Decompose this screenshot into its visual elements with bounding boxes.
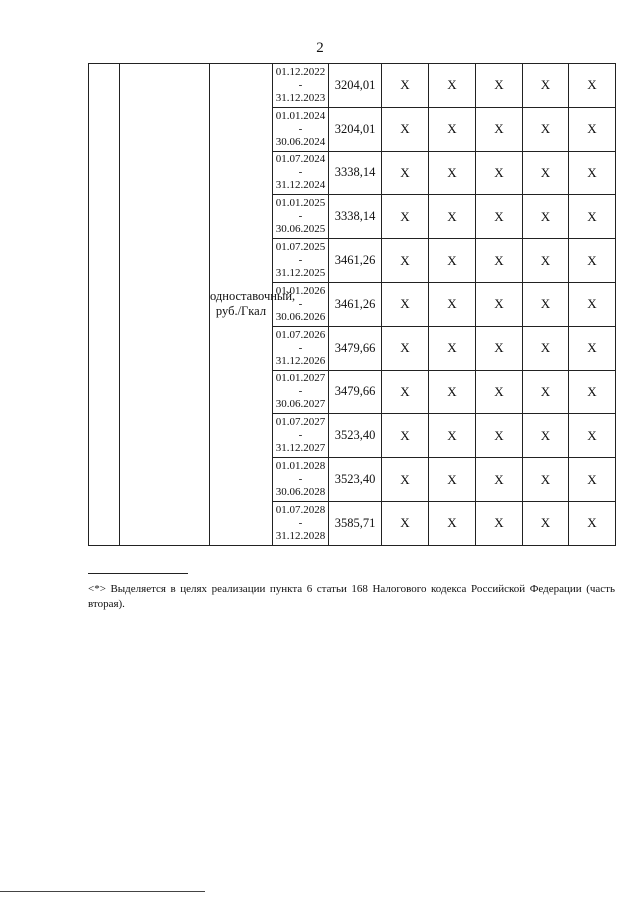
empty-cell-name [120, 64, 210, 546]
period-end: 30.06.2028 [275, 486, 326, 499]
x-mark-cell: X [429, 239, 476, 283]
x-mark-cell: X [382, 107, 429, 151]
period-start: 01.01.2026 [275, 284, 326, 297]
x-mark-cell: X [429, 414, 476, 458]
period-sep: - [298, 297, 303, 310]
period-cell [273, 501, 329, 545]
x-mark-cell: X [523, 501, 569, 545]
table-row [89, 64, 616, 108]
x-mark-cell: X [382, 414, 429, 458]
period-end: 31.12.2024 [275, 179, 326, 192]
x-mark-cell: X [429, 501, 476, 545]
period-end: 30.06.2025 [275, 223, 326, 236]
x-mark-cell: X [382, 458, 429, 502]
tariff-value-cell: 3338,14 [329, 151, 382, 195]
x-mark-cell: X [569, 151, 616, 195]
period-cell [273, 195, 329, 239]
x-mark-cell: X [382, 151, 429, 195]
x-mark-cell: X [523, 414, 569, 458]
period-end: 31.12.2028 [275, 529, 326, 542]
period-end: 31.12.2025 [275, 267, 326, 280]
period-sep: - [298, 341, 303, 354]
period-sep: - [298, 166, 303, 179]
tariff-value-cell: 3479,66 [329, 370, 382, 414]
x-mark-cell: X [569, 64, 616, 108]
period-sep: - [298, 210, 303, 223]
period-sep: - [298, 122, 303, 135]
period-cell [273, 239, 329, 283]
period-end: 30.06.2024 [275, 135, 326, 148]
period-start: 01.07.2027 [275, 416, 326, 429]
x-mark-cell: X [476, 414, 523, 458]
x-mark-cell: X [569, 107, 616, 151]
empty-cell-number [89, 64, 120, 546]
period-end: 31.12.2026 [275, 354, 326, 367]
period-sep: - [298, 254, 303, 267]
x-mark-cell: X [382, 501, 429, 545]
period-start: 01.12.2022 [275, 65, 326, 78]
tariff-value-cell: 3338,14 [329, 195, 382, 239]
x-mark-cell: X [523, 326, 569, 370]
period-start: 01.01.2028 [275, 460, 326, 473]
x-mark-cell: X [569, 501, 616, 545]
period-start: 01.07.2026 [275, 328, 326, 341]
period-cell [273, 458, 329, 502]
period-cell [273, 326, 329, 370]
period-start: 01.01.2024 [275, 109, 326, 122]
tariff-value-cell: 3461,26 [329, 282, 382, 326]
x-mark-cell: X [523, 458, 569, 502]
x-mark-cell: X [429, 370, 476, 414]
period-cell [273, 414, 329, 458]
x-mark-cell: X [523, 239, 569, 283]
x-mark-cell: X [429, 64, 476, 108]
x-mark-cell: X [429, 326, 476, 370]
x-mark-cell: X [523, 282, 569, 326]
x-mark-cell: X [569, 458, 616, 502]
x-mark-cell: X [429, 282, 476, 326]
x-mark-cell: X [382, 282, 429, 326]
tariff-value-cell: 3585,71 [329, 501, 382, 545]
x-mark-cell: X [569, 326, 616, 370]
x-mark-cell: X [523, 64, 569, 108]
period-sep: - [298, 385, 303, 398]
tariff-value-cell: 3523,40 [329, 414, 382, 458]
x-mark-cell: X [429, 458, 476, 502]
x-mark-cell: X [476, 282, 523, 326]
period-start: 01.07.2025 [275, 241, 326, 254]
x-mark-cell: X [429, 107, 476, 151]
x-mark-cell: X [382, 326, 429, 370]
period-cell [273, 282, 329, 326]
x-mark-cell: X [569, 282, 616, 326]
x-mark-cell: X [476, 326, 523, 370]
period-cell [273, 370, 329, 414]
period-cell [273, 151, 329, 195]
tariff-value-cell: 3523,40 [329, 458, 382, 502]
period-cell [273, 64, 329, 108]
tariff-table [88, 63, 616, 546]
footnote-divider [88, 573, 188, 574]
x-mark-cell: X [476, 458, 523, 502]
period-sep: - [298, 78, 303, 91]
footnote: <*> Выделяется в целях реализации пункта 6 статьи 168 Налогового кодекса Российской Федерации (часть вторая). [88, 583, 615, 610]
x-mark-cell: X [476, 195, 523, 239]
period-start: 01.07.2028 [275, 503, 326, 516]
x-mark-cell: X [523, 195, 569, 239]
tariff-value-cell: 3479,66 [329, 326, 382, 370]
x-mark-cell: X [523, 370, 569, 414]
x-mark-cell: X [569, 239, 616, 283]
tariff-unit-cell: одноставочный, руб./Гкал [210, 64, 273, 546]
x-mark-cell: X [476, 64, 523, 108]
x-mark-cell: X [382, 64, 429, 108]
tariff-value-cell: 3204,01 [329, 107, 382, 151]
x-mark-cell: X [476, 370, 523, 414]
period-cell [273, 107, 329, 151]
period-sep: - [298, 473, 303, 486]
x-mark-cell: X [523, 151, 569, 195]
x-mark-cell: X [429, 195, 476, 239]
period-start: 01.01.2027 [275, 372, 326, 385]
x-mark-cell: X [382, 370, 429, 414]
x-mark-cell: X [569, 370, 616, 414]
period-start: 01.07.2024 [275, 153, 326, 166]
period-end: 30.06.2027 [275, 398, 326, 411]
x-mark-cell: X [476, 501, 523, 545]
tariff-value-cell: 3204,01 [329, 64, 382, 108]
period-start: 01.01.2025 [275, 197, 326, 210]
bottom-divider [0, 891, 205, 892]
period-sep: - [298, 429, 303, 442]
page-number: 2 [316, 40, 324, 56]
period-end: 30.06.2026 [275, 310, 326, 323]
x-mark-cell: X [429, 151, 476, 195]
period-sep: - [298, 516, 303, 529]
period-end: 31.12.2023 [275, 91, 326, 104]
x-mark-cell: X [476, 107, 523, 151]
tariff-value-cell: 3461,26 [329, 239, 382, 283]
x-mark-cell: X [476, 239, 523, 283]
x-mark-cell: X [382, 195, 429, 239]
x-mark-cell: X [569, 195, 616, 239]
x-mark-cell: X [382, 239, 429, 283]
x-mark-cell: X [569, 414, 616, 458]
x-mark-cell: X [476, 151, 523, 195]
x-mark-cell: X [523, 107, 569, 151]
period-end: 31.12.2027 [275, 442, 326, 455]
